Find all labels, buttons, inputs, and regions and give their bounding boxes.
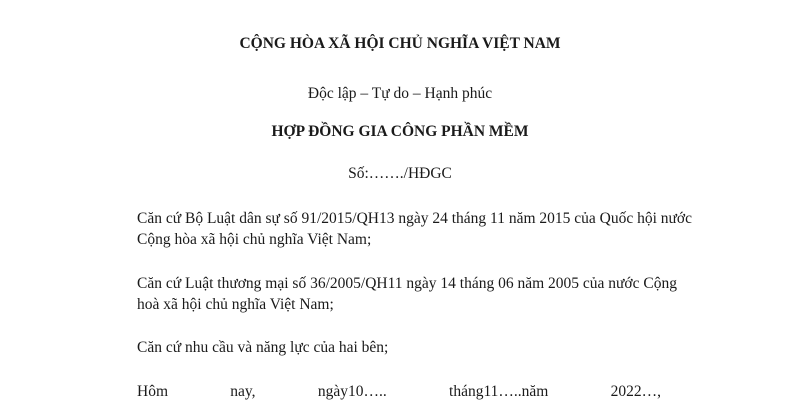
basis-2-line-1: Căn cứ Luật thương mại số 36/2005/QH11 ngày 14 tháng 06 năm 2005 của nước Cộng	[137, 275, 677, 292]
basis-1-line-1: Căn cứ Bộ Luật dân sự số 91/2015/QH13 ngày 24 tháng 11 năm 2015 của Quốc hội nước	[137, 210, 693, 227]
motto: Độc lập – Tự do – Hạnh phúc	[307, 85, 493, 102]
date-word-4: tháng11…..năm	[449, 383, 549, 400]
national-title: CỘNG HÒA XÃ HỘI CHỦ NGHĨA VIỆT NAM	[239, 35, 561, 52]
date-word-1: Hôm	[137, 383, 168, 400]
date-word-2: nay,	[230, 383, 256, 400]
contract-title: HỢP ĐỒNG GIA CÔNG PHẦN MỀM	[271, 123, 529, 140]
basis-1-line-2: Cộng hòa xã hội chủ nghĩa Việt Nam;	[137, 231, 372, 248]
date-word-5: 2022…,	[610, 383, 661, 400]
date-word-3: ngày10…..	[317, 383, 387, 400]
basis-3: Căn cứ nhu cầu và năng lực của hai bên;	[137, 339, 389, 356]
contract-number: Số:……./HĐGC	[348, 165, 452, 182]
basis-2-line-2: hoà xã hội chủ nghĩa Việt Nam;	[137, 296, 334, 313]
date-line	[137, 382, 661, 402]
